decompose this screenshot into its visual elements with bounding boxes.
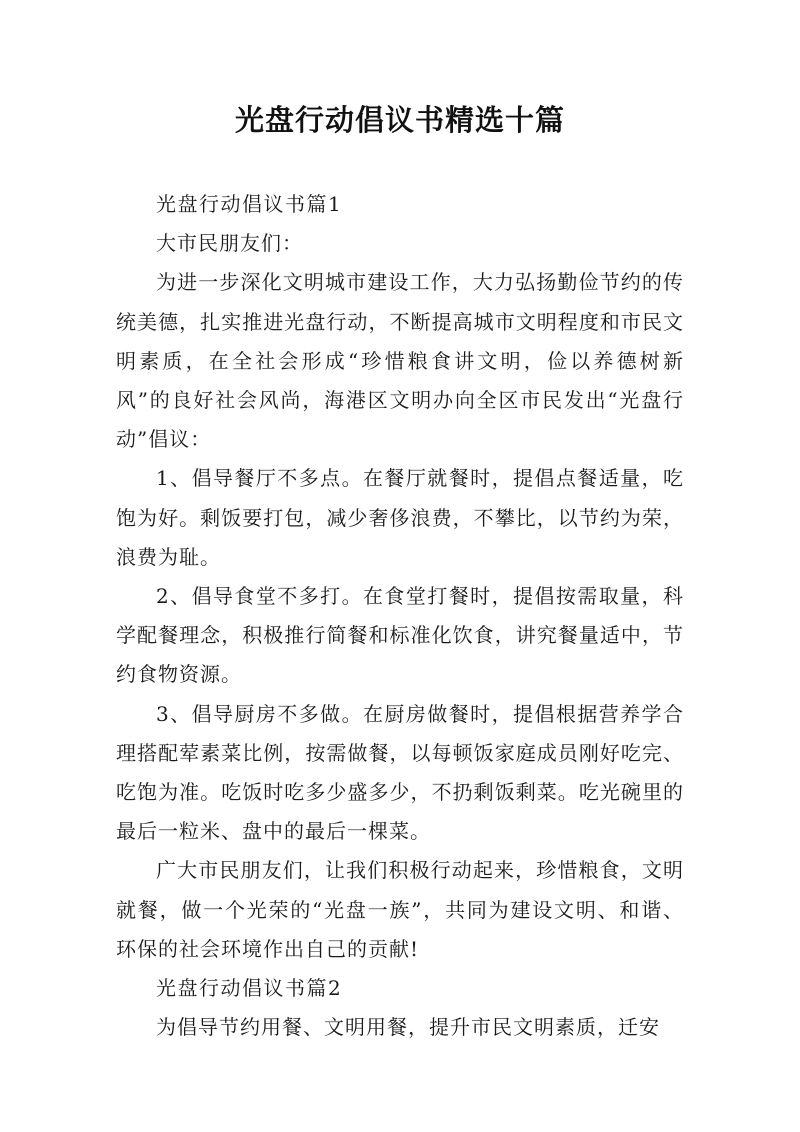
paragraph: 1、倡导餐厅不多点。在餐厅就餐时，提倡点餐适量，吃饱为好。剩饭要打包，减少奢侈浪费，不攀比，以节约为荣，浪费为耻。: [116, 466, 684, 569]
paragraph: 广大市民朋友们，让我们积极行动起来，珍惜粮食，文明就餐，做一个光荣的“光盘一族”，共同为建设文明、和谐、环保的社会环境作出自己的贡献!: [116, 858, 684, 961]
section-heading: 光盘行动倡议书篇2: [156, 976, 343, 1001]
paragraph: 为进一步深化文明城市建设工作，大力弘扬勤俭节约的传统美德，扎实推进光盘行动，不断提高城市文明程度和市民文明素质，在全社会形成“珍惜粮食讲文明，俭以养德树新风”的良好社会风尚，海港区文明办向全区市民发出“光盘行动”倡议：: [116, 270, 684, 452]
salutation: 大市民朋友们：: [156, 231, 303, 256]
paragraph: 2、倡导食堂不多打。在食堂打餐时，提倡按需取量，科学配餐理念，积极推行简餐和标准化饮食，讲究餐量适中，节约食物资源。: [116, 584, 684, 687]
document-body: [116, 185, 684, 1047]
section-heading: 光盘行动倡议书篇1: [156, 192, 343, 216]
document-title: 光盘行动倡议书精选十篇: [234, 103, 565, 137]
paragraph: 3、倡导厨房不多做。在厨房做餐时，提倡根据营养学合理搭配荤素菜比例，按需做餐，以每顿饭家庭成员刚好吃完、吃饱为准。吃饭时吃多少盛多少，不扔剩饭剩菜。吃光碗里的最后一粒米、盘中的最后一棵菜。: [116, 701, 684, 844]
paragraph: 为倡导节约用餐、文明用餐，提升市民文明素质，迁安: [156, 1015, 660, 1040]
